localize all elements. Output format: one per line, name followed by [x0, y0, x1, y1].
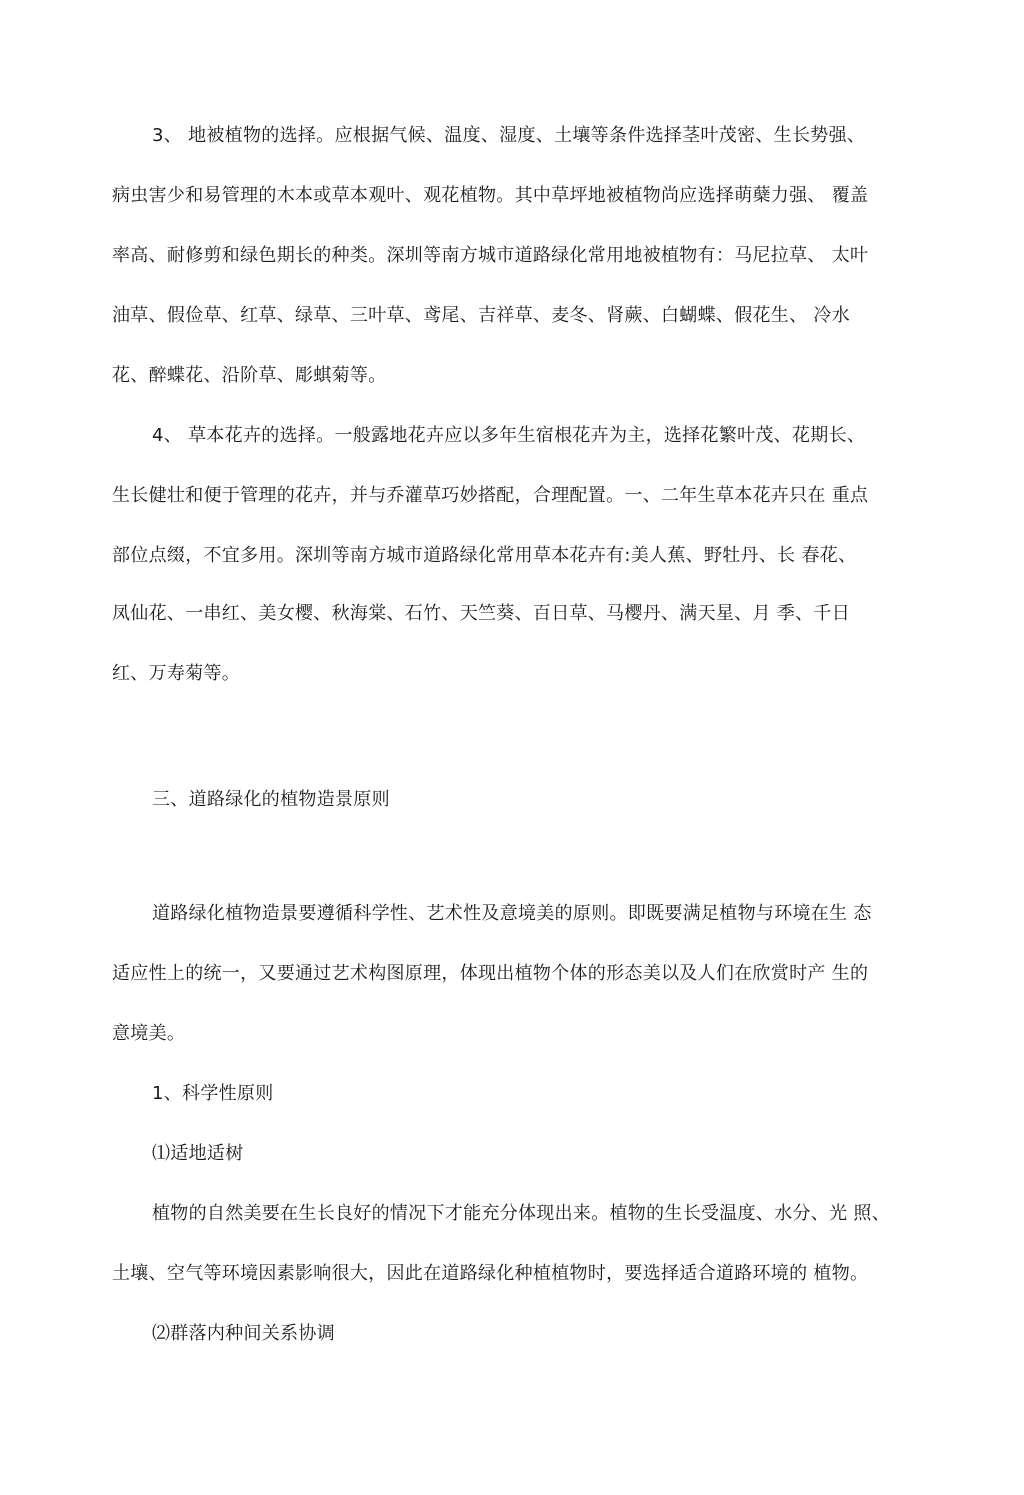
intro-line-3: 意境美。	[112, 1023, 186, 1044]
intro-line-1: 道路绿化植物造景要遵循科学性、艺术性及意境美的原则。即既要满足植物与环境在生 态	[152, 903, 872, 924]
item-1-line-1: 植物的自然美要在生长良好的情况下才能充分体现出来。植物的生长受温度、水分、光 照、	[152, 1203, 891, 1224]
paragraph-3-line-5: 花、醉蝶花、沿阶草、彫蜞菊等。	[112, 365, 387, 386]
paragraph-3-line-1: 3、 地被植物的选择。应根据气候、温度、湿度、土壤等条件选择茎叶茂密、生长势强、	[152, 125, 866, 146]
paragraph-4-line-5: 红、万寿菊等。	[112, 663, 241, 684]
item-1-line-2: 土壤、空气等环境因素影响很大，因此在道路绿化种植植物时，要选择适合道路环境的 植物。	[112, 1263, 869, 1284]
sub-heading-scientific: 1、科学性原则	[152, 1083, 274, 1104]
paragraph-4-line-2: 生长健壮和便于管理的花卉，并与乔灌草巧妙搭配，合理配置。一、二年生草本花卉只在 重点	[112, 485, 869, 506]
paragraph-3-line-3: 率高、耐修剪和绿色期长的种类。深圳等南方城市道路绿化常用地被植物有：马尼拉草、 太叶	[112, 245, 869, 266]
item-suitable-trees: ⑴适地适树	[152, 1143, 244, 1164]
intro-line-2: 适应性上的统一，又要通过艺术构图原理，体现出植物个体的形态美以及人们在欣赏时产 生的	[112, 963, 869, 984]
paragraph-4-line-3: 部位点缀，不宜多用。深圳等南方城市道路绿化常用草本花卉有:美人蕉、野牡丹、长 春花、	[112, 545, 857, 566]
paragraph-3-line-4: 油草、假俭草、红草、绿草、三叶草、鸢尾、吉祥草、麦冬、肾蕨、白蝴蝶、假花生、 冷水	[112, 305, 851, 326]
paragraph-3-line-2: 病虫害少和易管理的木本或草本观叶、观花植物。其中草坪地被植物尚应选择萌蘖力强、 覆盖	[112, 185, 869, 206]
item-community-harmony: ⑵群落内种间关系协调	[152, 1323, 335, 1344]
paragraph-4-line-4: 凤仙花、一串红、美女樱、秋海棠、石竹、天竺葵、百日草、马樱丹、满天星、月 季、千日	[112, 603, 851, 624]
paragraph-4-line-1: 4、 草本花卉的选择。一般露地花卉应以多年生宿根花卉为主，选择花繁叶茂、花期长、	[152, 425, 866, 446]
section-heading: 三、道路绿化的植物造景原则	[152, 789, 390, 810]
